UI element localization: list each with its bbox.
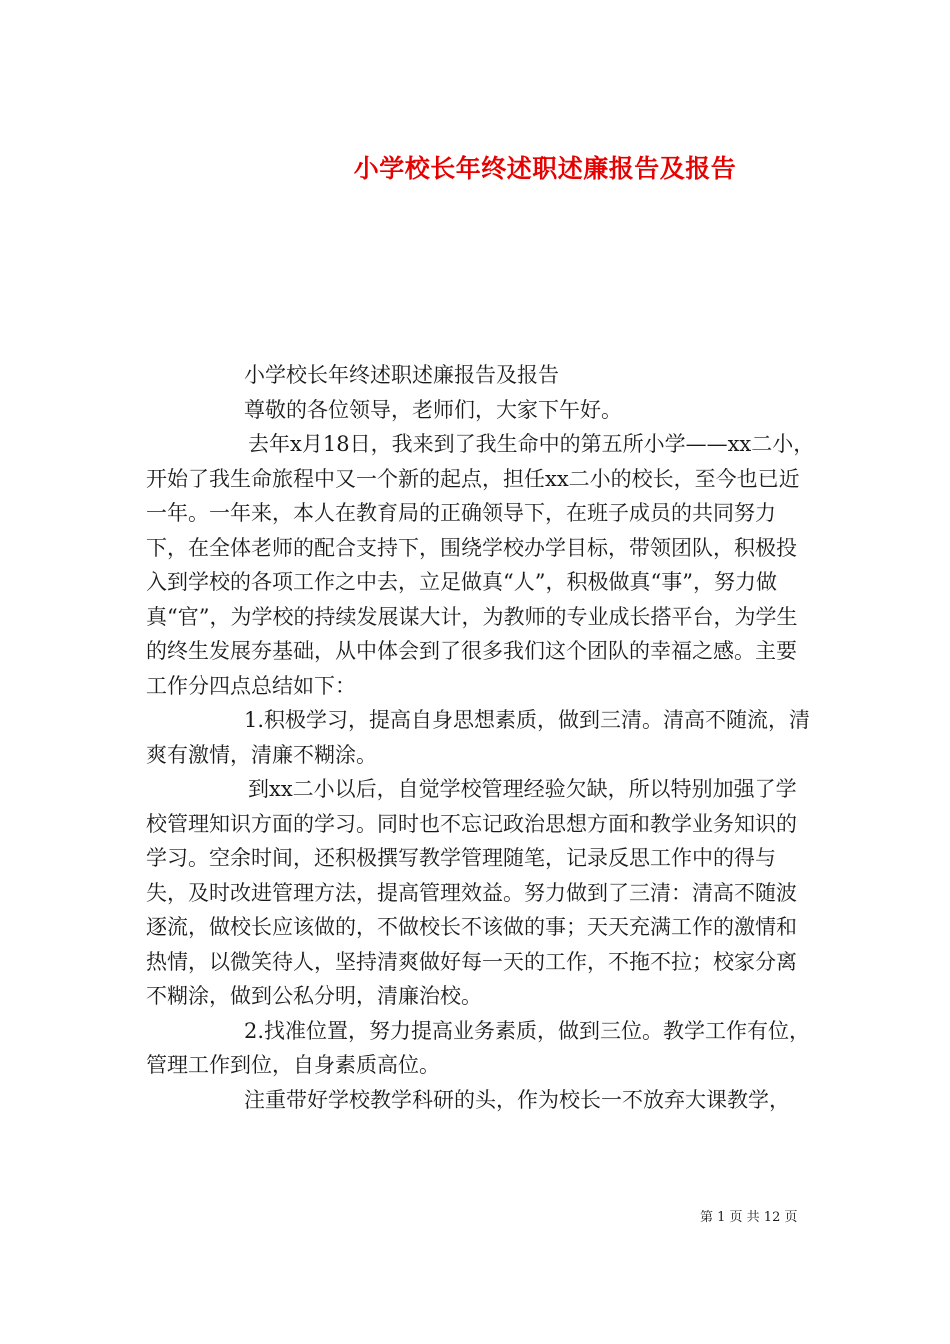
document-body: [146, 358, 816, 1117]
salutation: 尊敬的各位领导，老师们，大家下午好。: [244, 397, 622, 422]
page-title: 小学校长年终述职述廉报告及报告: [353, 153, 737, 183]
paragraph-section-2: 注重带好学校教学科研的头，作为校长一不放弃大课教学，: [244, 1087, 790, 1112]
paragraph-section-1: 到xx二小以后，自觉学校管理经验欠缺，所以特别加强了学校管理知识方面的学习。同时也不忘记政治思想方面和教学业务知识的学习。空余时间，还积极撰写教学管理随笔，记录反思工作中的得与失，及时改进管理方法，提高管理效益。努力做到了三清：清高不随波逐流，做校长应该做的，不做校长不该做的事；天天充满工作的激情和热情，以微笑待人，坚持清爽做好每一天的工作，不拖不拉；校家分离不糊涂，做到公私分明，清廉治校。: [146, 777, 797, 1008]
body-heading: 小学校长年终述职述廉报告及报告: [244, 363, 559, 387]
section-heading-2: 2.找准位置，努力提高业务素质，做到三位。教学工作有位，管理工作到位，自身素质高位。: [146, 1018, 811, 1077]
section-heading-1: 1.积极学习，提高自身思想素质，做到三清。清高不随流，清爽有激情，清廉不糊涂。: [146, 708, 811, 767]
paragraph-intro: 去年x月18日，我来到了我生命中的第五所小学——xx二小，开始了我生命旅程中又一个新的起点，担任xx二小的校长，至今也已近一年。一年来，本人在教育局的正确领导下，在班子成员的共同努力下，在全体老师的配合支持下，围绕学校办学目标，带领团队，积极投入到学校的各项工作之中去，立足做真“人”，积极做真“事”，努力做真“官”，为学校的持续发展谋大计，为教师的专业成长搭平台，为学生的终生发展夯基础，从中体会到了很多我们这个团队的幸福之感。主要工作分四点总结如下：: [146, 432, 815, 698]
page-number: 第 1 页 共 12 页: [700, 1210, 798, 1225]
